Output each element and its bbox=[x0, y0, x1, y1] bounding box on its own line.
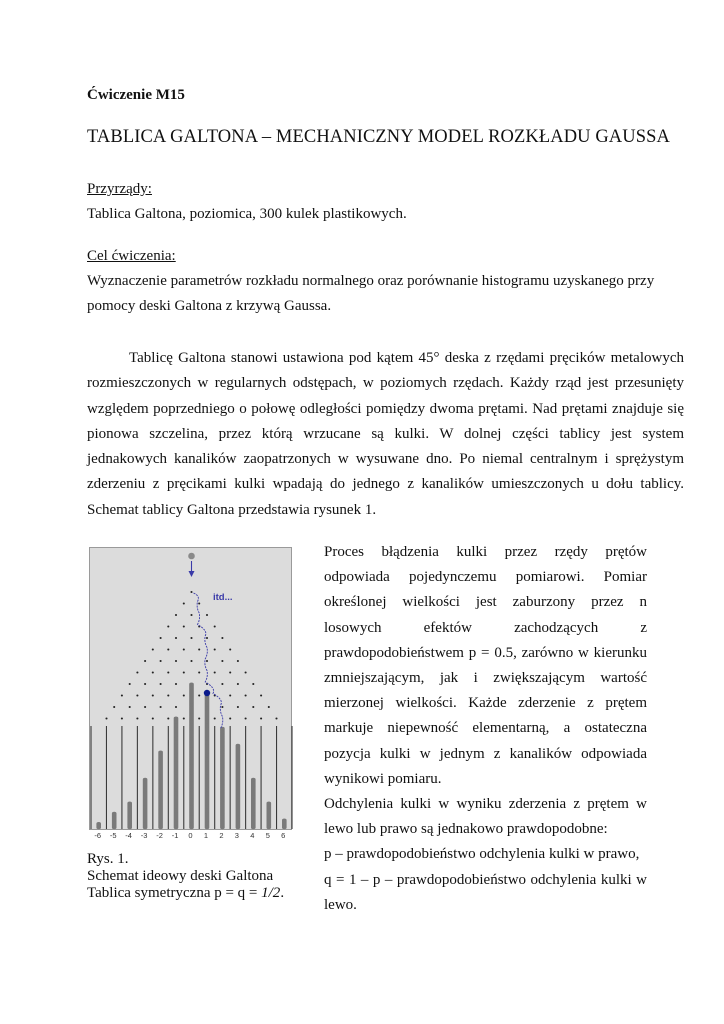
channel-label: 5 bbox=[265, 831, 270, 840]
goal-heading: Cel ćwiczenia: bbox=[87, 248, 176, 264]
process-paragraph: Proces błądzenia kulki przez rzędy prętów odpowiada pojedynczemu pomiarowi. Pomiar określonej wielkości jest zaburzony przez n losowych efektów zachodzących z prawdopodobieństwem p = 0.5, zarówno w kierunku zmniejszającym, jak i zwiększającym wartość mierzonej wielkości. Każde zderzenie z prętem markuje niepewność elementarną, a ostateczna pozycja kulki w jednym z kanalików odpowiada wynikowi pomiaru. bbox=[324, 544, 647, 787]
channel-label: -6 bbox=[94, 831, 102, 840]
channel-label: 4 bbox=[250, 831, 255, 840]
channel-label: 3 bbox=[234, 831, 239, 840]
channel-label: -3 bbox=[140, 831, 148, 840]
intro-paragraph-text: Tablicę Galtona stanowi ustawiona pod kątem 45° deska z rzędami pręcików metalowych rozmieszczonych w regularnych odstępach, w poziomych rzędach. Każdy rząd jest przesunięty względem poprzedniego o połowę odległości pomiędzy dwoma prętami. Nad prętami znajduje się pionowa szczelina, przez którą wrzucane są kulki. W dolnej części tablicy jest system jednakowych kanalików zaopatrzonych w wysuwane dno. Po niemal centralnym i sprężystym zderzeniu z pręcikami kulki wpadają do jednego z kanalików umieszczonych u dołu tablicy. Schemat tablicy Galtona przedstawia rysunek 1. bbox=[87, 350, 684, 518]
channel-label: 1 bbox=[203, 831, 209, 840]
channel-axis-labels bbox=[89, 830, 292, 844]
caption-figure-number: Rys. 1. bbox=[87, 851, 129, 867]
channel-label: 6 bbox=[281, 831, 286, 840]
instruments-text: Tablica Galtona, poziomica, 300 kulek plastikowych. bbox=[87, 206, 407, 222]
channel-label: -4 bbox=[125, 831, 132, 840]
exercise-label: Ćwiczenie M15 bbox=[87, 87, 185, 103]
channel-label: -2 bbox=[156, 831, 163, 840]
channel-label: 0 bbox=[188, 831, 193, 840]
caption-description: Schemat ideowy deski Galtona bbox=[87, 868, 274, 884]
instruments-heading: Przyrządy: bbox=[87, 181, 152, 197]
figure-caption bbox=[87, 851, 284, 902]
caption-symmetry: Tablica symetryczna p = q = 1/2. bbox=[87, 885, 285, 901]
intro-paragraph bbox=[87, 346, 684, 523]
goal-text-line-1: Wyznaczenie parametrów rozkładu normalnego oraz porównanie histogramu uzyskanego przy bbox=[87, 273, 655, 289]
galton-board-figure bbox=[89, 547, 292, 830]
right-column-text bbox=[324, 540, 647, 918]
goal-text-line-2: pomocy deski Galtona z krzywą Gaussa. bbox=[87, 298, 332, 314]
deviation-paragraph: Odchylenia kulki w wyniku zderzenia z prętem w lewo lub prawo są jednakowo prawdopodobne: bbox=[324, 796, 647, 838]
galton-board-diagram bbox=[90, 548, 293, 831]
channel-label: -1 bbox=[171, 831, 179, 840]
p-definition: p – prawdopodobieństwo odchylenia kulki w prawo, bbox=[324, 846, 640, 863]
document-title: TABLICA GALTONA – MECHANICZNY MODEL ROZKŁADU GAUSSA bbox=[87, 127, 670, 147]
channel-label: 2 bbox=[219, 831, 224, 840]
channel-label: -5 bbox=[109, 831, 117, 840]
q-definition: q = 1 – p – prawdopodobieństwo odchylenia kulki w lewo. bbox=[324, 871, 647, 913]
itd-annotation: itd... bbox=[213, 592, 233, 603]
